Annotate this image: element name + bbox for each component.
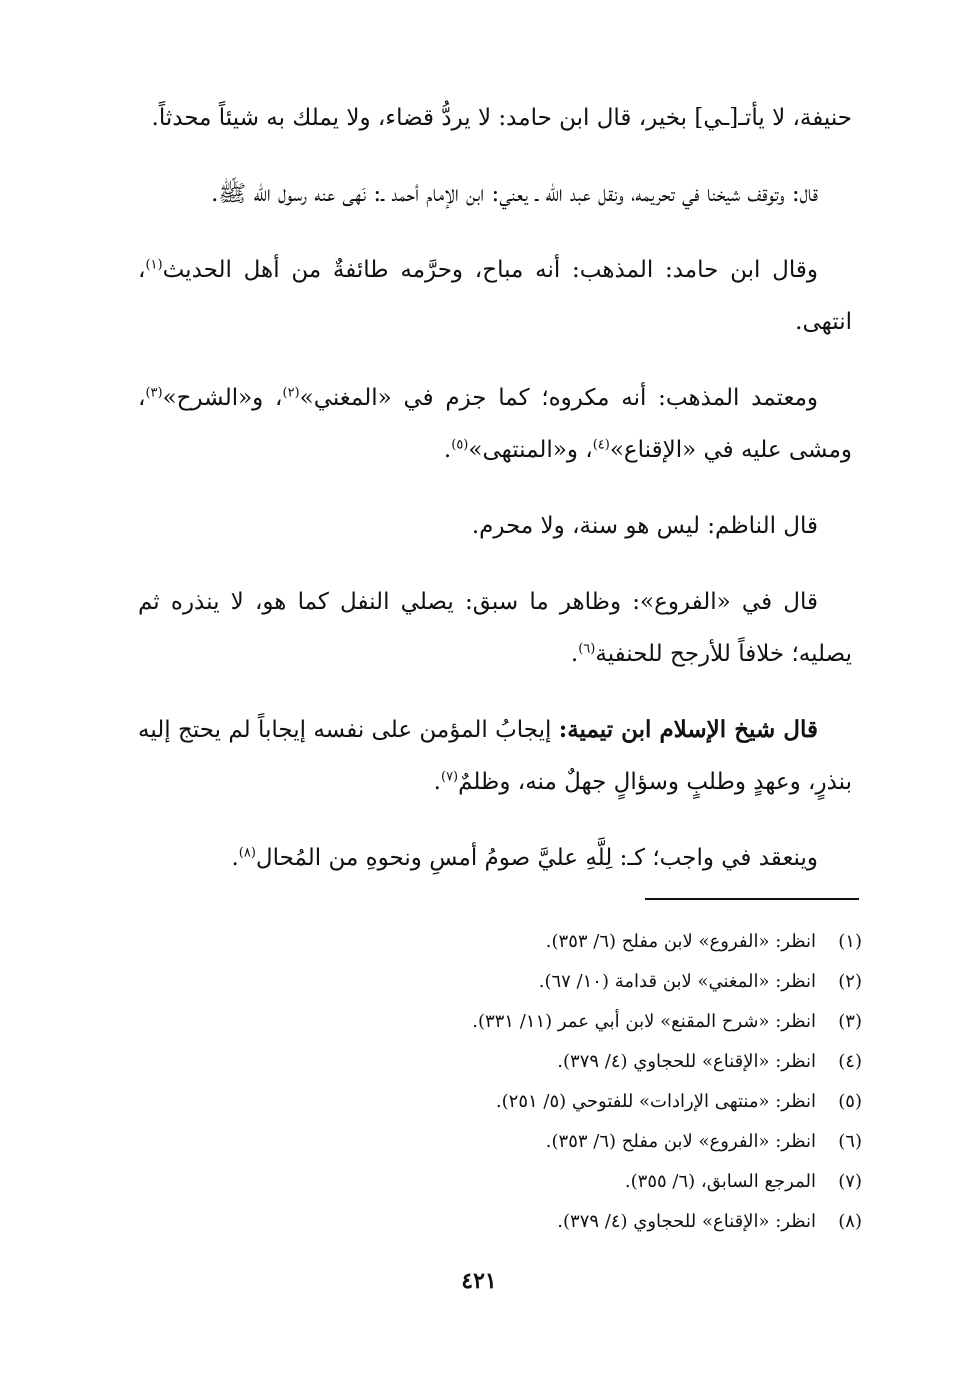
footnote-1: [250, 922, 862, 962]
footnote-number: (٣): [838, 1011, 862, 1032]
footnote-text: انظر: «الإقناع» للحجاوي (٤/ ٣٧٩).: [557, 1051, 816, 1072]
paragraph-4-part-4: ، و«المنتهى»: [468, 437, 593, 463]
footnote-6: [250, 1122, 862, 1162]
paragraph-5-text: قال الناظم: ليس هو سنة، ولا محرم.: [471, 513, 818, 539]
paragraph-1-text: حنيفة، لا يأتـ[ـي] بخير، قال ابن حامد: لا يردُّ قضاء، ولا يملك به شيئاً محدثاً.: [151, 105, 852, 131]
paragraph-4-part-2: ، و«الشرح»: [162, 385, 283, 411]
paragraph-6: [138, 576, 852, 680]
footnote-number: (٤): [838, 1051, 862, 1072]
paragraph-1: [138, 92, 852, 144]
paragraph-3-tail: ، انتهى.: [138, 257, 852, 335]
footnote-text: المرجع السابق، (٦/ ٣٥٥).: [624, 1171, 816, 1192]
footnote-text: انظر: «منتهى الإرادات» للفتوحي (٥/ ٢٥١).: [495, 1091, 816, 1112]
paragraph-5: [138, 500, 852, 552]
footnote-4: [250, 1042, 862, 1082]
paragraph-7: [138, 704, 852, 808]
footnote-ref-3[interactable]: (٣): [145, 385, 163, 401]
paragraph-4-part-1: ومعتمد المذهب: أنه مكروه؛ كما جزم في «المغني»: [299, 385, 818, 411]
paragraph-6-text: قال في «الفروع»: وظاهر ما سبق: يصلي النفل كما هو، لا ينذره ثم يصليه؛ خلافاً للأرجح للحنفية: [138, 589, 852, 667]
paragraph-8: [138, 832, 852, 884]
footnote-7: [250, 1162, 862, 1202]
footnote-8: [250, 1202, 862, 1242]
footnote-2: [250, 962, 862, 1002]
footnote-ref-8[interactable]: (٨): [238, 845, 256, 861]
footnote-ref-7[interactable]: (٧): [440, 769, 459, 785]
footnote-ref-5[interactable]: (٥): [451, 437, 469, 453]
paragraph-3: [138, 244, 852, 348]
footnote-ref-4[interactable]: (٤): [592, 437, 610, 453]
footnotes-list: [250, 922, 862, 1242]
footnote-text: انظر: «المغني» لابن قدامة (١٠/ ٦٧).: [538, 971, 816, 992]
paragraph-2-text: قال: وتوقف شيخنا في تحريمه، ونقل عبد الله ـ يعني: ابن الإمام أحمد ـ: نَهى عنه رسول الله ﷺ.: [211, 181, 818, 207]
footnote-number: (٢): [838, 971, 862, 992]
footnote-number: (٥): [838, 1091, 862, 1112]
footnote-ref-2[interactable]: (٢): [282, 385, 300, 401]
footnote-divider: [645, 898, 859, 900]
page-number: ٤٢١: [461, 1268, 497, 1294]
footnote-3: [250, 1002, 862, 1042]
paragraph-4: [138, 372, 852, 476]
paragraph-6-tail: .: [570, 641, 579, 667]
paragraph-8-text: وينعقد في واجب؛ كـ: لِلَّهِ عليَّ صومُ أمسِ ونحوهِ من المُحال: [255, 845, 818, 871]
paragraph-7-tail: .: [433, 769, 441, 795]
paragraph-4-part-3: ، ومشى عليه في «الإقناع»: [138, 385, 852, 463]
paragraph-4-part-5: .: [443, 437, 452, 463]
footnote-number: (٦): [838, 1131, 862, 1152]
footnote-5: [250, 1082, 862, 1122]
paragraph-2: [138, 168, 852, 220]
paragraph-7-lead: قال شيخ الإسلام ابن تيمية:: [558, 716, 818, 743]
paragraph-8-tail: .: [231, 845, 239, 871]
paragraph-3-text: وقال ابن حامد: المذهب: أنه مباح، وحرَّمه طائفةٌ من أهل الحديث: [162, 257, 818, 283]
footnote-text: انظر: «الإقناع» للحجاوي (٤/ ٣٧٩).: [557, 1211, 816, 1232]
footnote-number: (٨): [838, 1211, 862, 1232]
footnote-ref-1[interactable]: (١): [145, 257, 163, 273]
footnote-number: (١): [838, 931, 862, 952]
footnote-text: انظر: «الفروع» لابن مفلح (٦/ ٣٥٣).: [545, 931, 816, 952]
footnote-text: انظر: «شرح المقنع» لابن أبي عمر (١١/ ٣٣١).: [472, 1011, 816, 1032]
footnote-number: (٧): [838, 1171, 862, 1192]
paragraph-7-text: إيجابُ المؤمن على نفسه إيجاباً لم يحتج إليه بنذرٍ، وعهدٍ وطلبٍ وسؤالٍ جهلٌ منه، وظلمٌ: [138, 717, 852, 795]
footnote-ref-6[interactable]: (٦): [578, 641, 596, 657]
footnote-text: انظر: «الفروع» لابن مفلح (٦/ ٣٥٣).: [545, 1131, 816, 1152]
main-text: [138, 92, 852, 884]
